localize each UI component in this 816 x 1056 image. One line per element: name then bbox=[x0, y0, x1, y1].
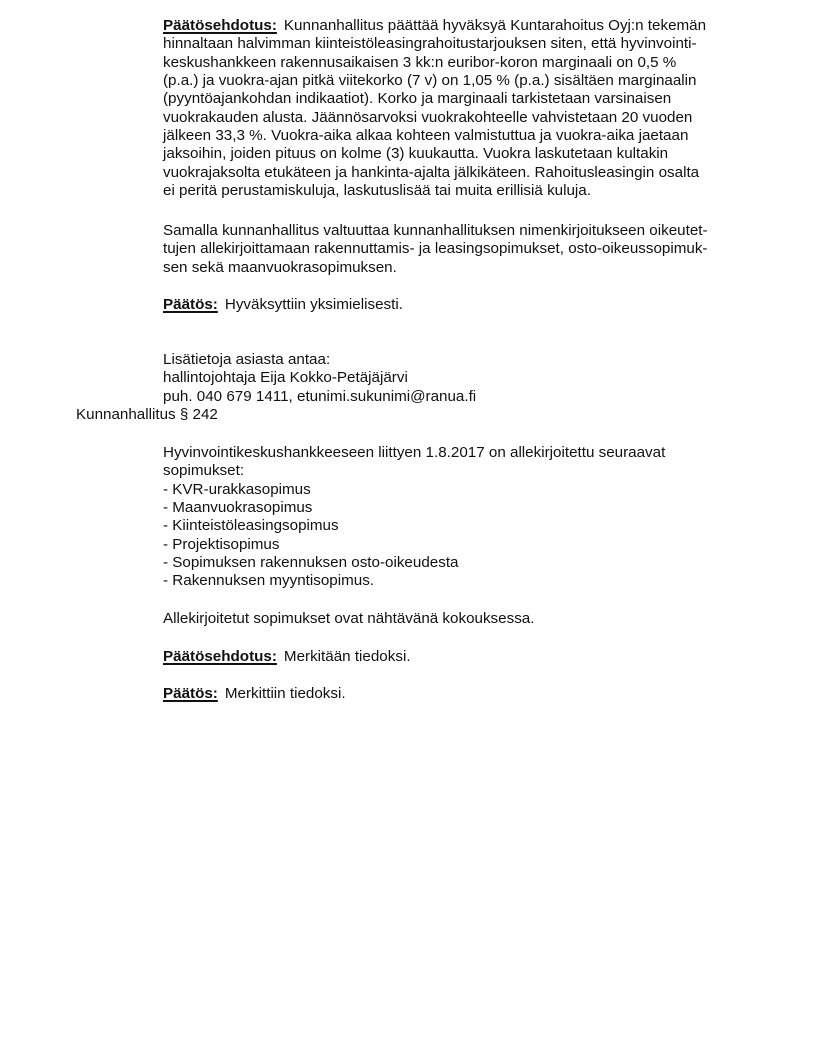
display-note: Allekirjoitetut sopimukset ovat nähtävänä kokouksessa. bbox=[163, 610, 535, 627]
proposal-line: Päätösehdotus: Kunnanhallitus päättää hyväksyä Kuntarahoitus Oyj:n tekemän bbox=[163, 17, 707, 34]
proposal2-text: Merkitään tiedoksi. bbox=[283, 648, 411, 665]
intro-line: Hyvinvointikeskushankkeeseen liittyen 1.8.2017 on allekirjoitettu seuraavat bbox=[163, 444, 666, 461]
contact-line: hallintojohtaja Eija Kokko-Petäjäjärvi bbox=[163, 369, 408, 387]
decision2-paragraph bbox=[163, 685, 743, 703]
authorization-paragraph bbox=[163, 222, 743, 277]
agreement-item: - Kiinteistöleasingsopimus bbox=[163, 517, 339, 535]
decision2-label: Päätös: bbox=[163, 685, 218, 702]
contact-line: Lisätietoja asiasta antaa: bbox=[163, 351, 331, 368]
agreements-paragraph bbox=[163, 444, 743, 591]
proposal-line: hinnaltaan halvimman kiinteistöleasingrahoitustarjouksen siten, että hyvinvointi- bbox=[163, 35, 697, 53]
agreement-item: - Projektisopimus bbox=[163, 535, 280, 553]
proposal-line: (p.a.) ja vuokra-ajan pitkä viitekorko (7 v) on 1,05 % (p.a.) sisältäen marginaalin bbox=[163, 72, 697, 90]
agreement-item: - Maanvuokrasopimus bbox=[163, 499, 313, 517]
decision-paragraph bbox=[163, 296, 743, 314]
section-heading: Kunnanhallitus § 242 bbox=[76, 406, 218, 423]
proposal-paragraph bbox=[163, 17, 743, 200]
intro-line: sopimukset: bbox=[163, 462, 245, 480]
decision2-text: Merkittiin tiedoksi. bbox=[224, 685, 346, 702]
proposal2-paragraph bbox=[163, 648, 743, 666]
authorization-line: tujen allekirjoittamaan rakennuttamis- ja leasingsopimukset, osto-oikeussopimuk- bbox=[163, 240, 708, 258]
agreement-item: - KVR-urakkasopimus bbox=[163, 480, 311, 498]
contact-line: puh. 040 679 1411, etunimi.sukunimi@ranua.fi bbox=[163, 387, 477, 405]
decision-text: Hyväksyttiin yksimielisesti. bbox=[224, 296, 403, 313]
proposal-line: jaksoihin, joiden pituus on kolme (3) kuukautta. Vuokra laskutetaan kultakin bbox=[163, 145, 669, 163]
decision-label: Päätös: bbox=[163, 296, 218, 313]
authorization-line: Samalla kunnanhallitus valtuuttaa kunnanhallituksen nimenkirjoitukseen oikeutet- bbox=[163, 222, 708, 239]
proposal-line: (pyyntöajankohdan indikaatiot). Korko ja marginaali tarkistetaan varsinaisen bbox=[163, 90, 672, 108]
proposal-line: jälkeen 33,3 %. Vuokra-aika alkaa kohteen valmistuttua ja vuokra-aika jaetaan bbox=[163, 127, 689, 145]
proposal-line: vuokrajaksolta etukäteen ja hankinta-ajalta jälkikäteen. Rahoitusleasingin osalta bbox=[163, 163, 700, 181]
proposal2-label: Päätösehdotus: bbox=[163, 648, 277, 665]
agreement-item: - Sopimuksen rakennuksen osto-oikeudesta bbox=[163, 554, 459, 572]
proposal-line: vuokrakauden alusta. Jäännösarvoksi vuokrakohteelle vahvistetaan 20 vuoden bbox=[163, 108, 693, 126]
proposal-line: ei peritä perustamiskuluja, laskutuslisää tai muita erillisiä kuluja. bbox=[163, 182, 591, 200]
authorization-line: sen sekä maanvuokrasopimuksen. bbox=[163, 258, 397, 276]
proposal-label: Päätösehdotus: bbox=[163, 17, 277, 34]
contact-info bbox=[163, 351, 743, 406]
proposal-line: keskushankkeen rakennusaikaisen 3 kk:n euribor-koron marginaali on 0,5 % bbox=[163, 53, 677, 71]
agreement-item: - Rakennuksen myyntisopimus. bbox=[163, 572, 375, 590]
